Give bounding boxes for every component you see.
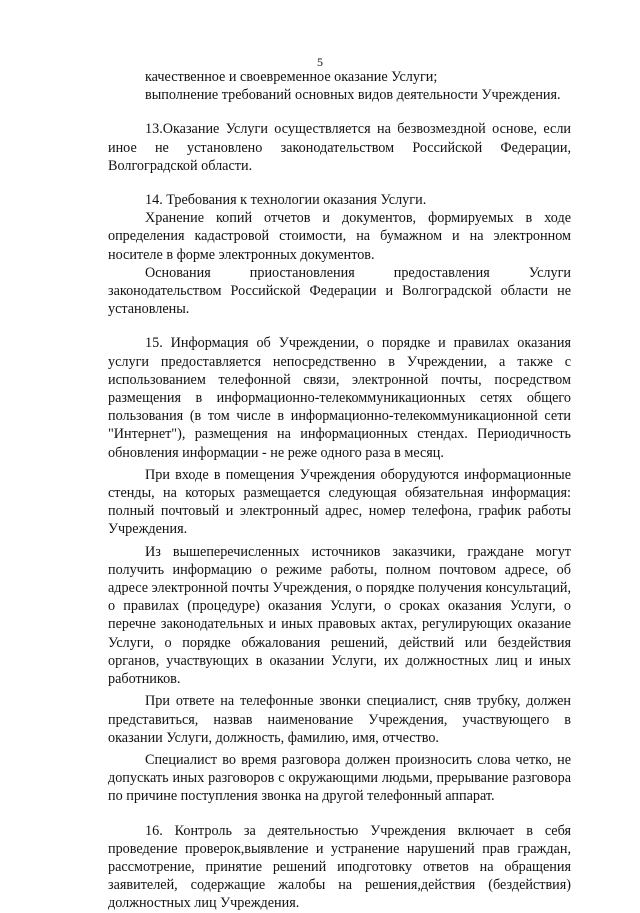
paragraph-14-suspension: Основания приостановления предоставления Услуги законодательством Российской Федерации и Волгоградской области не установлены. <box>108 264 571 318</box>
document-body <box>108 68 571 913</box>
paragraph-13-free-service: 13.Оказание Услуги осуществляется на безвозмездной основе, если иное не установлено законодательством Российской Федерации, Волгоградской области. <box>108 121 571 174</box>
paragraph-requirements: выполнение требований основных видов деятельности Учреждения. <box>145 87 561 104</box>
paragraph-quality-service: качественное и своевременное оказание Услуги; <box>145 69 438 85</box>
paragraph-15-speech: Специалист во время разговора должен произносить слова четко, не допускать иных разговоров с окружающими людьми, прерывание разговора по причине поступления звонка на другой телефонный аппарат. <box>108 751 571 805</box>
paragraph-14-heading: 14. Требования к технологии оказания Услуги. <box>145 192 427 209</box>
paragraph-15-information: 15. Информация об Учреждении, о порядке и правилах оказания услуги предоставляется непосредственно в Учреждении, а также с использованием телефонной связи, электронной почты, посредством размещения в информационно-телекоммуникационных сетях общего пользования (в том числе в информационно-телекоммуникационной сети "Интернет"), размещения на информационных стендах. Периодичность обновления информации - не реже одного раза в месяц. <box>108 335 571 461</box>
paragraph-15-sources: Из вышеперечисленных источников заказчики, граждане могут получить информацию о режиме работы, полном почтовом адресе, об адресе электронной почты Учреждения, о порядке получения консультаций, о правилах (процедуре) оказания Услуги, о сроках оказания Услуги, о перечне законодательных и иных правовых актах, регулирующих оказание Услуги, о порядке обжалования решений, действий или бездействия органов, участвующих в оказании Услуги, их должностных лиц и иных работников. <box>108 543 571 688</box>
paragraph-16-control: 16. Контроль за деятельностью Учреждения включает в себя проведение проверок,выявление и устранение нарушений прав граждан, рассмотрение, принятие решений иподготовку ответов на обращения заявителей, содержащие жалобы на решения,действия (бездействия) должностных лиц Учреждения. <box>108 822 571 912</box>
paragraph-15-stands: При входе в помещения Учреждения оборудуются информационные стенды, на которых размещается следующая обязательная информация: полный почтовый и электронный адрес, номер телефона, график работы Учреждения. <box>108 466 571 538</box>
paragraph-14-storage: Хранение копий отчетов и документов, формируемых в ходе определения кадастровой стоимости, на бумажном и на электронном носителе в форме электронных документов. <box>108 210 571 263</box>
page-number: 5 <box>317 55 323 69</box>
paragraph-15-phone: При ответе на телефонные звонки специалист, сняв трубку, должен представиться, назвав наименование Учреждения, участвующего в оказании Услуги, должность, фамилию, имя, отчество. <box>108 693 571 746</box>
